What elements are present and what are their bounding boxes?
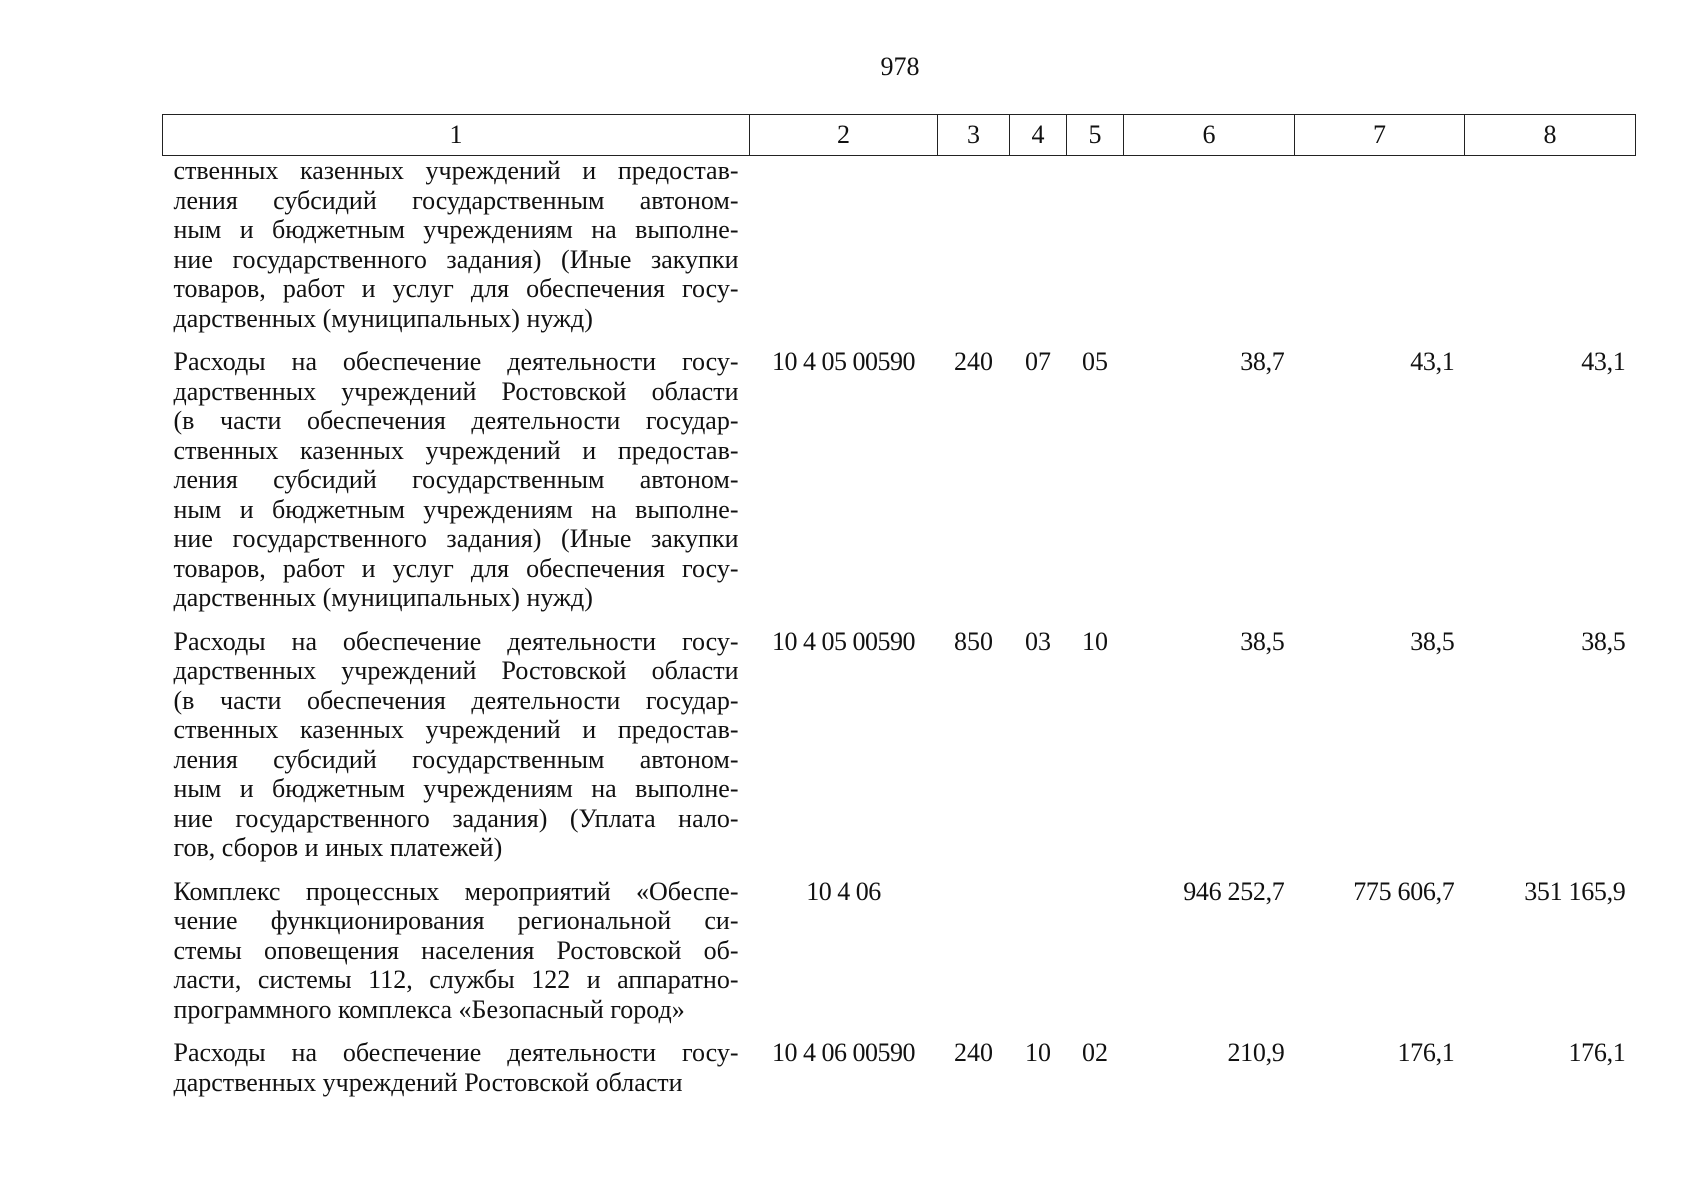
column-header-6: 6: [1124, 115, 1295, 156]
description-line: ласти, системы 112, службы 122 и аппаратно-: [173, 965, 739, 994]
description-line: Расходы на обеспечение деятельности госу-: [173, 626, 739, 656]
description-line: Комплекс процессных мероприятий «Обеспе-: [173, 876, 739, 906]
column-number-row: [163, 115, 1636, 156]
amount-col6-cell: 38,7: [1240, 347, 1285, 376]
description-line: стемы оповещения населения Ростовской об-: [173, 935, 739, 965]
description-line: дарственных (муниципальных) нужд): [173, 303, 593, 333]
budget-code-cell: [750, 156, 938, 348]
description-line: Расходы на обеспечение деятельности госу-: [173, 1038, 739, 1067]
description-cell: [163, 877, 750, 1039]
expense-type-cell: [938, 877, 1010, 1039]
table-row: [163, 877, 1636, 1039]
amount-col7-cell: 775 606,7: [1353, 876, 1455, 906]
description-line: ние государственного задания) (Иные закупки: [173, 524, 739, 553]
description-line: ным и бюджетным учреждениям на выполне-: [173, 774, 739, 803]
budget-table: [162, 114, 1636, 1111]
amount-col7-cell: 38,5: [1410, 626, 1455, 656]
description-cell: [163, 627, 750, 877]
expense-type-cell: 240: [954, 1038, 993, 1067]
description-line: ние государственного задания) (Уплата нало-: [173, 803, 739, 833]
description-line: дарственных учреждений Ростовской области: [173, 656, 739, 685]
section-cell: [1010, 877, 1067, 1039]
description-line: ления субсидий государственным автоном-: [173, 744, 739, 774]
column-header-1: 1: [163, 115, 750, 156]
subsection-cell: 05: [1082, 347, 1108, 376]
column-header-2: 2: [750, 115, 938, 156]
description-line: ственных казенных учреждений и предостав-: [173, 435, 739, 465]
description-line: ления субсидий государственным автоном-: [173, 185, 739, 215]
amount-col8-cell: 176,1: [1568, 1038, 1626, 1067]
budget-code-cell: 10 4 05 00590: [772, 626, 915, 656]
subsection-cell: [1067, 156, 1124, 348]
description-line: дарственных (муниципальных) нужд): [173, 583, 593, 612]
description-line: чение функционирования региональной си-: [173, 906, 739, 935]
subsection-cell: [1067, 877, 1124, 1039]
table-body: [163, 156, 1636, 1112]
budget-code-cell: 10 4 05 00590: [772, 347, 915, 376]
table-row: [163, 1038, 1636, 1111]
column-header-8: 8: [1465, 115, 1636, 156]
description-line: ние государственного задания) (Иные закупки: [173, 244, 739, 274]
section-cell: 03: [1025, 626, 1051, 656]
description-line: ным и бюджетным учреждениям на выполне-: [173, 494, 739, 524]
table-row: [163, 627, 1636, 877]
column-header-4: 4: [1010, 115, 1067, 156]
expense-type-cell: 850: [954, 626, 993, 656]
amount-col7-cell: [1295, 156, 1465, 348]
description-line: (в части обеспечения деятельности государ-: [173, 406, 739, 435]
amount-col8-cell: [1465, 156, 1636, 348]
description-line: (в части обеспечения деятельности государ-: [173, 685, 739, 715]
table-row: [163, 347, 1636, 627]
amount-col7-cell: 43,1: [1410, 347, 1455, 376]
amount-col8-cell: 38,5: [1581, 626, 1626, 656]
amount-col6-cell: 38,5: [1240, 626, 1285, 656]
description-line: дарственных учреждений Ростовской области: [173, 1067, 683, 1097]
column-header-5: 5: [1067, 115, 1124, 156]
budget-code-cell: 10 4 06 00590: [772, 1038, 915, 1067]
description-line: гов, сборов и иных платежей): [173, 833, 503, 862]
description-cell: [163, 347, 750, 627]
table-row: [163, 156, 1636, 348]
amount-col6-cell: 210,9: [1227, 1038, 1285, 1067]
expense-type-cell: [938, 156, 1010, 348]
amount-col7-cell: 176,1: [1397, 1038, 1455, 1067]
amount-col6-cell: [1124, 156, 1295, 348]
budget-code-cell: 10 4 06: [806, 876, 881, 906]
description-line: товаров, работ и услуг для обеспечения госу-: [173, 553, 739, 583]
column-header-3: 3: [938, 115, 1010, 156]
subsection-cell: 10: [1082, 626, 1108, 656]
column-header-7: 7: [1295, 115, 1465, 156]
description-cell: [163, 156, 750, 348]
amount-col8-cell: 351 165,9: [1524, 876, 1626, 906]
amount-col8-cell: 43,1: [1581, 347, 1626, 376]
description-line: ления субсидий государственным автоном-: [173, 465, 739, 494]
subsection-cell: 02: [1082, 1038, 1108, 1067]
description-line: программного комплекса «Безопасный город»: [173, 994, 685, 1024]
description-line: товаров, работ и услуг для обеспечения госу-: [173, 274, 739, 303]
section-cell: 07: [1025, 347, 1051, 376]
page-number: 978: [880, 52, 920, 81]
amount-col6-cell: 946 252,7: [1183, 876, 1285, 906]
description-line: Расходы на обеспечение деятельности госу-: [173, 347, 739, 376]
section-cell: [1010, 156, 1067, 348]
description-line: ным и бюджетным учреждениям на выполне-: [173, 215, 739, 244]
expense-type-cell: 240: [954, 347, 993, 376]
description-line: ственных казенных учреждений и предостав-: [173, 715, 739, 744]
description-cell: [163, 1038, 750, 1111]
section-cell: 10: [1025, 1038, 1051, 1067]
description-line: ственных казенных учреждений и предостав-: [173, 156, 739, 185]
description-line: дарственных учреждений Ростовской области: [173, 376, 739, 406]
